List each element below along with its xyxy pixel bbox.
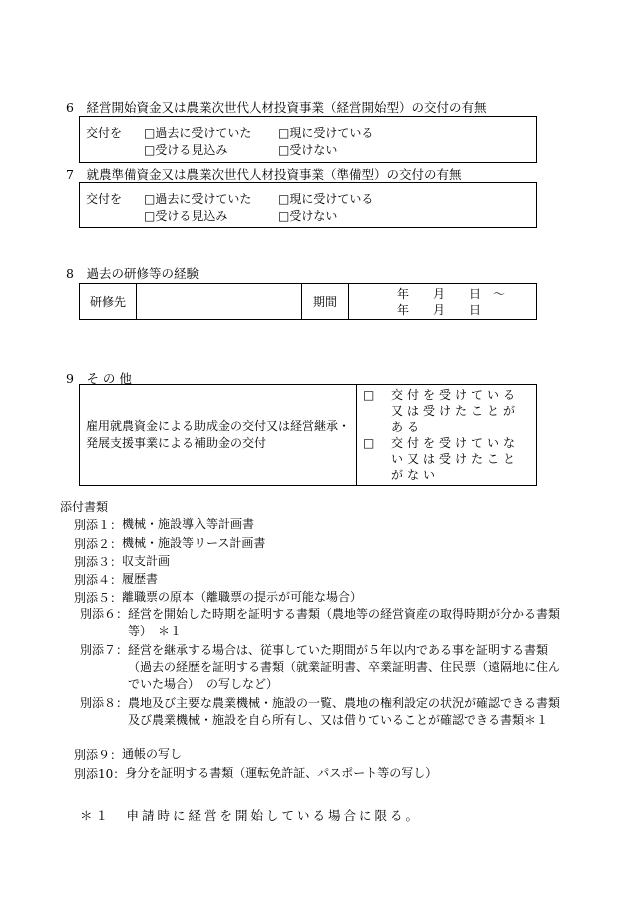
section6-options-box (79, 116, 537, 163)
attachment-text: 経営を開始した時期を証明する書類（農地等の経営資産の取得時期が分かる書類等） ＊１ (128, 607, 561, 638)
attachment-item (80, 642, 570, 693)
attachment-label: 別添７： (80, 643, 129, 657)
attachment-label: 別添９： (74, 748, 123, 762)
attachments-title: 添付書類 (60, 500, 109, 514)
attachment-text: 離職票の原本（離職票の提示が可能な場合） (122, 590, 363, 604)
answer2-checkbox[interactable]: □ (363, 436, 375, 450)
answer1-checkbox[interactable]: □ (363, 388, 375, 402)
section6-option-none[interactable]: □受けない (278, 143, 338, 157)
answer2-text: 交付を受けていない又は受けたことがない (391, 436, 520, 482)
attachment-text: 機械・施設等リース計画書 (122, 536, 266, 550)
attachment-item (74, 553, 170, 570)
section7-option-past[interactable]: □過去に受けていた (144, 192, 252, 206)
training-period-field[interactable] (349, 284, 537, 320)
attachment-text: 収支計画 (122, 554, 171, 568)
section6-option-current[interactable]: □現に受けている (278, 126, 374, 140)
section7-heading: 7 就農準備資金又は農業次世代人材投資事業（準備型）の交付の有無 (66, 167, 462, 182)
attachment-text: 農地及び主要な農業機械・施設の一覧、農地の権利設定の状況が確認できる書類及び農業機械・施設を自ら所有し、又は借りていることが確認できる書類＊１ (128, 696, 561, 727)
section7-option-expected[interactable]: □受ける見込み (144, 209, 228, 223)
attachment-label: 別添10： (74, 767, 126, 781)
attachment-label: 別添３： (74, 555, 123, 569)
training-table (79, 283, 537, 320)
attachment-text: 履歴書 (122, 572, 159, 586)
attachment-item (74, 765, 437, 782)
section7-options-box (79, 182, 537, 228)
section7-option-current[interactable]: □現に受けている (278, 192, 374, 206)
section7-lead: 交付を (86, 192, 123, 206)
answer1-text: 交付を受けている又は受けたことがある (391, 388, 520, 434)
section6-heading: 6 経営開始資金又は農業次世代人材投資事業（経営開始型）の交付の有無 (66, 100, 487, 115)
attachment-text: 身分を証明する書類（運転免許証、パスポート等の写し） (125, 766, 438, 780)
training-place-field[interactable] (137, 284, 302, 320)
training-period-label: 期間 (302, 284, 349, 320)
attachment-item (80, 695, 570, 729)
footnote: ＊１ 申請時に経営を開始している場合に限る。 (80, 808, 422, 823)
other-answers (357, 385, 537, 486)
attachment-item (74, 571, 158, 588)
section6-lead: 交付を (86, 126, 123, 140)
section6-option-past[interactable]: □過去に受けていた (144, 126, 252, 140)
attachment-label: 別添６： (80, 607, 129, 621)
section8-heading: 8 過去の研修等の経験 (66, 266, 199, 281)
attachment-text: 機械・施設導入等計画書 (122, 517, 255, 531)
attachment-label: 別添１： (74, 518, 123, 532)
attachment-label: 別添２： (74, 537, 123, 551)
other-question: 雇用就農資金による助成金の交付又は経営継承・発展支援事業による補助金の交付 (80, 385, 357, 486)
section9-heading: 9 そ の 他 (66, 371, 132, 386)
attachment-text: 経営を継承する場合は、従事していた期間が５年以内である事を証明する書類（過去の経歴を証明する書類（就業証明書、卒業証明書、住民票（遠隔地に住んでいた場合） の写しなど） (128, 643, 561, 691)
attachment-item (74, 535, 265, 552)
training-date-from: 年 月 日 ～ (397, 286, 506, 301)
attachment-item (74, 516, 254, 533)
attachment-item (74, 589, 362, 606)
attachment-text: 通帳の写し (122, 747, 183, 761)
section6-option-expected[interactable]: □受ける見込み (144, 143, 228, 157)
attachment-label: 別添５： (74, 591, 123, 605)
attachment-item (74, 746, 182, 763)
attachment-label: 別添４： (74, 573, 123, 587)
attachment-item (80, 606, 570, 640)
other-table (79, 384, 537, 486)
attachment-label: 別添８： (80, 696, 129, 710)
training-date-to: 年 月 日 (397, 302, 482, 317)
section7-option-none[interactable]: □受けない (278, 209, 338, 223)
training-place-label: 研修先 (80, 284, 137, 320)
